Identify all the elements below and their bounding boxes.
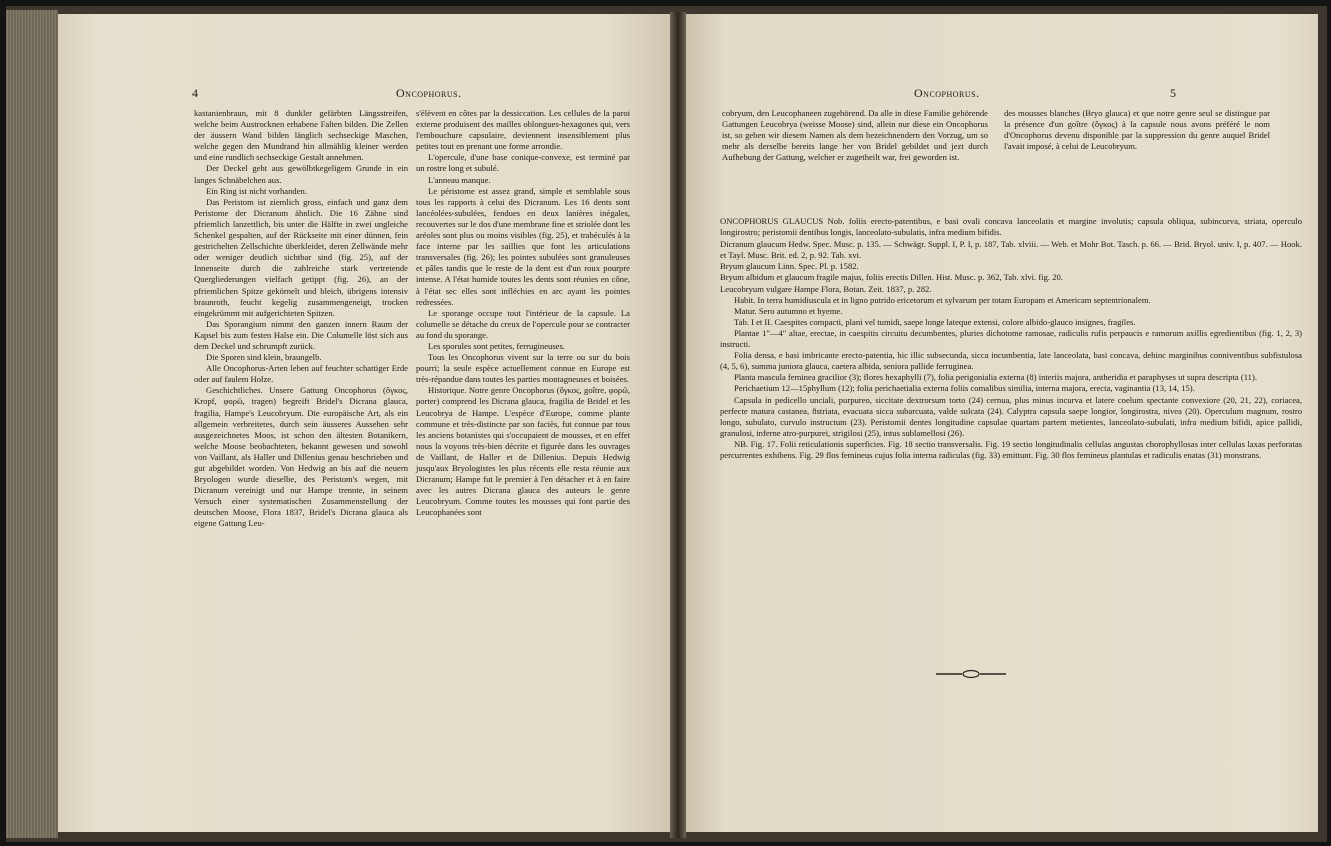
right-page-number: 5 xyxy=(1170,86,1177,100)
synonymy-list xyxy=(720,239,1302,294)
ornament-rule-icon xyxy=(936,669,1006,679)
description-list xyxy=(720,295,1302,461)
description-paragraph: Capsula in pedicello unciali, purpureo, siccitate dextrorsum torto (24) cernua, plus minus incurva et latere coelum spectante convexiore (20, 21, 22), coriacea, perfecte matura castanea, 8striata, evacuata sicca subarcuata, valde sulcata (24). Calyptra capsula saepe longior, longirostra, nivea (20). Operculum magnum, rostro longo, subulato, curvulo instructum (23). Peristomii dentes longitudine capsulae quartam partem metientes, lanceolato-subulati, infra medium bifidi, apice pallidi, granulosi, inferne atro-purpurei, strigilosi (25), intus sublamellosi (26). xyxy=(720,394,1302,438)
species-section xyxy=(720,216,1302,461)
right-french-column xyxy=(1004,108,1270,152)
german-paragraph: Das Sporangium nimmt den ganzen innern Raum der Kapsel bis zum festen Halse ein. Die Columelle löst sich aus dem Deckel und schrumpft zurück. xyxy=(194,318,408,351)
left-running-head: Oncophorus. xyxy=(396,86,462,100)
description-paragraph: Perichaetium 12—15phyllum (12); folia perichaetialia externa foliis comalibus similia, interna majora, erecta, vaginantia (13, 14, 15). xyxy=(734,383,1195,394)
species-title: ONCOPHORUS GLAUCUS Nob. foliis erecto-patentibus, e basi ovali concava lanceolatis et margine involutis; capsula obliqua, subincurva, striata, operculo longirostro; peristomii dentibus longis, lanceolato-subulatis, infra medium bifidis. xyxy=(720,216,1302,238)
french-paragraph: Le péristome est assez grand, simple et semblable sous tous les rapports à celui des Dicranum. Les 16 dents sont lancéolées-subulées, fendues en deux lanières inégales, recouvertes sur le dos d'une membrane fine et striolée dont les aréoles sont plus ou moins visibles (fig. 25), et trabéculés à la face interne par les saillies que font les articulations transversales (fig. 26); les pointes subulées sont granuleuses et pâles tandis que le reste de la dent est d'un roux pourpre intense. A l'état humide toutes les dents sont réunies en cône, à l'état sec elles sont infléchies en arc ayant les pointes redressées. xyxy=(416,185,630,307)
page-edges xyxy=(6,10,58,838)
synonym-entry: Dicranum glaucum Hedw. Spec. Musc. p. 135. — Schwägr. Suppl. I, P. I, p. 187, Tab. xlviii. — Web. et Mohr Bot. Tasch. p. 66. — Brid. Bryol. univ. I, p. 407. — Hook. et Tayl. Musc. Brit. ed. 2, p. 92. Tab. xvi. xyxy=(720,239,1302,261)
right-running-head: Oncophorus. xyxy=(914,86,980,100)
left-page xyxy=(58,14,670,832)
description-paragraph: Matur. Sero autumno et hyeme. xyxy=(734,305,843,316)
left-german-column xyxy=(194,108,408,530)
french-paragraph: Les sporules sont petites, ferrugineuses. xyxy=(428,340,565,351)
french-paragraph: s'élèvent en côtes par la dessiccation. Les cellules de la paroi externe produisent des mailles oblongues-hexagones qui, vers l'embouchure capsulaire, deviennent insensiblement plus petites tout en prenant une forme arrondie. xyxy=(416,108,630,152)
description-paragraph: Tab. I et II. Caespites compacti, plani vel tumidi, saepe longe lateque extensi, colore albido-glauco insignes, fragiles. xyxy=(734,316,1136,327)
french-paragraph: Tous les Oncophorus vivent sur la terre ou sur du bois pourri; la seule espèce actuellement connue en Europe est très-répandue dans toutes les parties montagneuses et boisées. xyxy=(416,352,630,385)
book-gutter xyxy=(670,12,686,838)
german-paragraph: Geschichtliches. Unsere Gattung Oncophorus (ὄγκος, Kropf, φορῶ, tragen) begreift Bridel's Dicrana glauca, fragilia, Hampe's Leucobryum. Die europäische Art, als ein allgemein verbreitetes, durch sein äusseres Aussehen sehr ausgezeichnetes Moos, ist schon den ältesten Botanikern, welche Moose beobachteten, bekannt gewesen und sowohl von Vaillant, als Haller und Dillenius genau beschrieben und gut abgebildet worden. Von Hedwig an bis auf die neuern Bryologen wurde dieselbe, des Peristom's wegen, mit Dicranum vereinigt und nur Hampe trennte, in seinem Versuch einer systematischen Zusammenstellung der deutschen Moose, Flora 1837, Bridel's Dicrana glauca als eigene Gattung Leu- xyxy=(194,385,408,529)
german-paragraph: Die Sporen sind klein, braungelb. xyxy=(206,352,322,363)
description-paragraph: Habit. In terra humidiuscula et in ligno putrido ericetorum et sylvarum per totam Europam et Americam septentrionalem. xyxy=(734,294,1151,305)
book-spread xyxy=(6,6,1327,842)
synonym-entry: Leucobryum vulgare Hampe Flora, Botan. Zeit. 1837, p. 282. xyxy=(720,283,932,294)
description-paragraph: Folia densa, e basi imbricante erecto-patentia, hic illic subsecunda, sicca incumbentia, late lanceolata, basi concava, dehinc marginibus conniventibus subfistulosa (4, 5, 6), summa juniora glauca, caetera albida, seniora pallide ferruginea. xyxy=(720,350,1302,372)
german-paragraph: Der Deckel geht aus gewölbtkegeligem Grunde in ein langes Schnäbelchen aus. xyxy=(194,163,408,185)
synonym-entry: Bryum albidum et glaucum fragile majus, foliis erectis Dillen. Hist. Musc. p. 362, Tab. xlvi. fig. 20. xyxy=(720,272,1063,283)
german-paragraph: cobryum, den Leucophaneen zugehörend. Da alle in diese Familie gehörende Gattungen Leucobrya (weisse Moose) sind, allein nur diese ein Oncophorus ist, so geben wir diesem Namen als dem bezeichnendern den Vorzug, um so mehr als derselbe bereits lange her von Bridel gebildet und jezt durch Aufhebung der Gattung, welcher er zugetheilt war, frei geworden ist. xyxy=(722,108,988,163)
french-paragraph: L'opercule, d'une base conique-convexe, est terminé par un rostre long et subulé. xyxy=(416,152,630,174)
right-german-column xyxy=(722,108,988,163)
french-paragraph: Historique. Notre genre Oncophorus (ὄγκος, goître, φορῶ, porter) comprend les Dicrana glauca, fragilia de Bridel et les Leucobrya de Hampe. L'espèce d'Europe, comme plante commune et très-distincte par son faciès, fut connue par tous les anciens botanistes qui s'occupaient de mousses, et en effet nous la voyons très-bien décrite et figurée dans les ouvrages de Vaillant, de Haller et de Dillenius. Depuis Hedwig jusqu'aux Bryologistes les plus récents elle resta réunie aux Dicranum; Hampe fut le premier à l'en détacher et à en faire avec les autres Dicrana glauca des auteurs le genre Leucobryum. Comme toutes les mousses qui font partie des Leucophanées sont xyxy=(416,385,630,518)
left-page-number: 4 xyxy=(192,86,199,100)
synonym-entry: Bryum glaucum Linn. Spec. Pl. p. 1582. xyxy=(720,261,859,272)
left-french-column xyxy=(416,108,630,518)
right-page xyxy=(686,14,1318,832)
french-paragraph: L'anneau manque. xyxy=(428,174,491,185)
german-paragraph: Alle Oncophorus-Arten leben auf feuchter schattiger Erde oder auf faulem Holze. xyxy=(194,363,408,385)
description-paragraph: Planta mascula feminea gracilior (3); flores hexaphylli (7), folia perigonialia externa (8) interiis majora, antheridia et paraphyses ut supra descripta (11). xyxy=(734,372,1257,383)
description-paragraph: Plantae 1"—4" altae, erectae, in caespitis circuitu decumbentes, pluries dichotome ramosae, radiculis rufis perpaucis e ramorum axillis egredientibus (fig. 1, 2, 3) instructi. xyxy=(720,327,1302,350)
french-paragraph: Le sporange occupe tout l'intérieur de la capsule. La columelle se détache du creux de l'opercule pour se contracter au fond du sporange. xyxy=(416,307,630,340)
german-paragraph: Das Peristom ist ziemlich gross, einfach und ganz dem Peristome der Dicranum ähnlich. Die 16 Zähne sind pfriemlich lanzettlich, bis unter die Hälfte in zwei ungleiche Schenkel gespalten, auf der Rückseite mit einer dünnen, fein gestrichelten Zellschichte überkleidet, deren Zellwände mehr oder weniger deutlich sichtbar sind (fig. 25), auf der Innenseite durch die zahlreiche stark vertretende Quergliederungen vielfach getippt (fig. 26), an der pfriemlichen Spitze gekörnelt und bleich, übrigens intensiv braunroth, feucht kegelig zusammengeneigt, trocken eingekrümmt mit aufgerichteten Spitzen. xyxy=(194,196,408,318)
description-paragraph: NB. Fig. 17. Folii reticulationis superficies. Fig. 18 sectio transversalis. Fig. 19 sectio longitudinalis cellulas angustas chorophyllosas inter cellulas laxas perforatas percurrentes exhibens. Fig. 29 flos femineus cujus folia interna radiculas (fig. 33) emittunt. Fig. 30 flos femineus plantulas et radiculis enatas (31) monstrans. xyxy=(720,438,1302,460)
german-paragraph: kastanienbraun, mit 8 dunkler gefärbten Längsstreifen, welche beim Austrocknen erhabene Falten bilden. Die Zellen der äussern Wand bilden länglich sechseckige Maschen, welche gegen den Mundrand hin allmählig kleiner werden und eine rundlich sechseckige Gestalt annehmen. xyxy=(194,108,408,163)
french-paragraph: des mousses blanches (Bryo glauca) et que notre genre seul se distingue par la présence d'un goître (ὄγκος) à la capsule nous avons préféré le nom d'Oncophorus devenu disponible par la suppression du genre auquel Bridel l'avait imposé, à celui de Leucobryum. xyxy=(1004,108,1270,152)
german-paragraph: Ein Ring ist nicht vorhanden. xyxy=(206,185,307,196)
